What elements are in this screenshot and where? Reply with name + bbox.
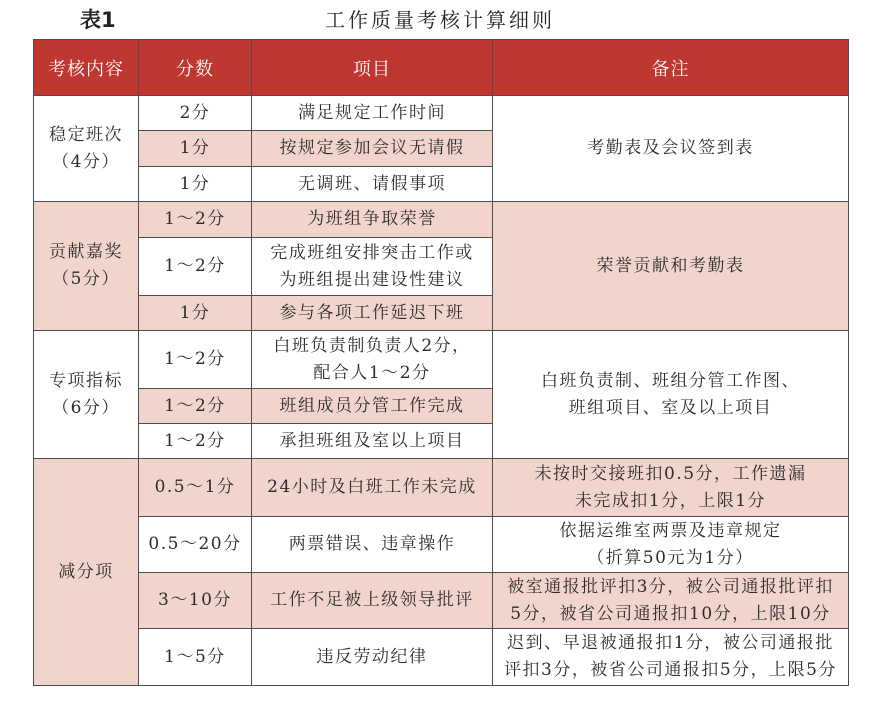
note-cell: 考勤表及会议签到表: [493, 96, 849, 202]
score-cell: 1分: [139, 131, 252, 167]
note-cell: 荣誉贡献和考勤表: [493, 202, 849, 331]
score-cell: 1分: [139, 296, 252, 331]
category-cell: 减分项: [34, 459, 139, 686]
table-title: 工作质量考核计算细则: [325, 8, 555, 32]
note-cell: 依据运维室两票及违章规定 （折算50元为1分）: [493, 517, 849, 573]
item-cell: 白班负责制负责人2分， 配合人1～2分: [252, 331, 493, 389]
table-row: [34, 331, 849, 389]
score-cell: 1分: [139, 167, 252, 202]
score-cell: 0.5～20分: [139, 517, 252, 573]
table-row: [34, 573, 849, 629]
note-cell: 迟到、早退被通报扣1分，被公司通报批 评扣3分，被省公司通报扣5分，上限5分: [493, 629, 849, 686]
item-cell: 24小时及白班工作未完成: [252, 459, 493, 517]
item-cell: 按规定参加会议无请假: [252, 131, 493, 167]
score-cell: 1～5分: [139, 629, 252, 686]
header-note: 备注: [493, 40, 849, 96]
score-cell: 1～2分: [139, 202, 252, 238]
table-row: [34, 459, 849, 517]
category-cell: 稳定班次 （4分）: [34, 96, 139, 202]
score-cell: 0.5～1分: [139, 459, 252, 517]
item-cell: 承担班组及室以上项目: [252, 424, 493, 459]
score-cell: 1～2分: [139, 331, 252, 389]
item-cell: 参与各项工作延迟下班: [252, 296, 493, 331]
score-cell: 1～2分: [139, 424, 252, 459]
header-category: 考核内容: [34, 40, 139, 96]
score-cell: 1～2分: [139, 389, 252, 424]
item-cell: 两票错误、违章操作: [252, 517, 493, 573]
note-cell: 白班负责制、班组分管工作图、 班组项目、室及以上项目: [493, 331, 849, 459]
note-cell: 未按时交接班扣0.5分，工作遗漏 未完成扣1分，上限1分: [493, 459, 849, 517]
item-cell: 满足规定工作时间: [252, 96, 493, 131]
item-cell: 班组成员分管工作完成: [252, 389, 493, 424]
table-number: 表1: [80, 8, 116, 32]
table-row: [34, 202, 849, 238]
item-cell: 为班组争取荣誉: [252, 202, 493, 238]
item-cell: 违反劳动纪律: [252, 629, 493, 686]
score-cell: 2分: [139, 96, 252, 131]
category-cell: 专项指标 （6分）: [34, 331, 139, 459]
header-item: 项目: [252, 40, 493, 96]
score-cell: 3～10分: [139, 573, 252, 629]
item-cell: 工作不足被上级领导批评: [252, 573, 493, 629]
item-cell: 无调班、请假事项: [252, 167, 493, 202]
score-cell: 1～2分: [139, 238, 252, 296]
note-cell: 被室通报批评扣3分，被公司通报批评扣 5分，被省公司通报扣10分，上限10分: [493, 573, 849, 629]
header-row: [34, 40, 849, 96]
table-row: [34, 517, 849, 573]
table-row: [34, 629, 849, 686]
table-row: [34, 96, 849, 131]
category-cell: 贡献嘉奖 （5分）: [34, 202, 139, 331]
header-score: 分数: [139, 40, 252, 96]
item-cell: 完成班组安排突击工作或 为班组提出建设性建议: [252, 238, 493, 296]
assessment-table: [33, 39, 849, 686]
